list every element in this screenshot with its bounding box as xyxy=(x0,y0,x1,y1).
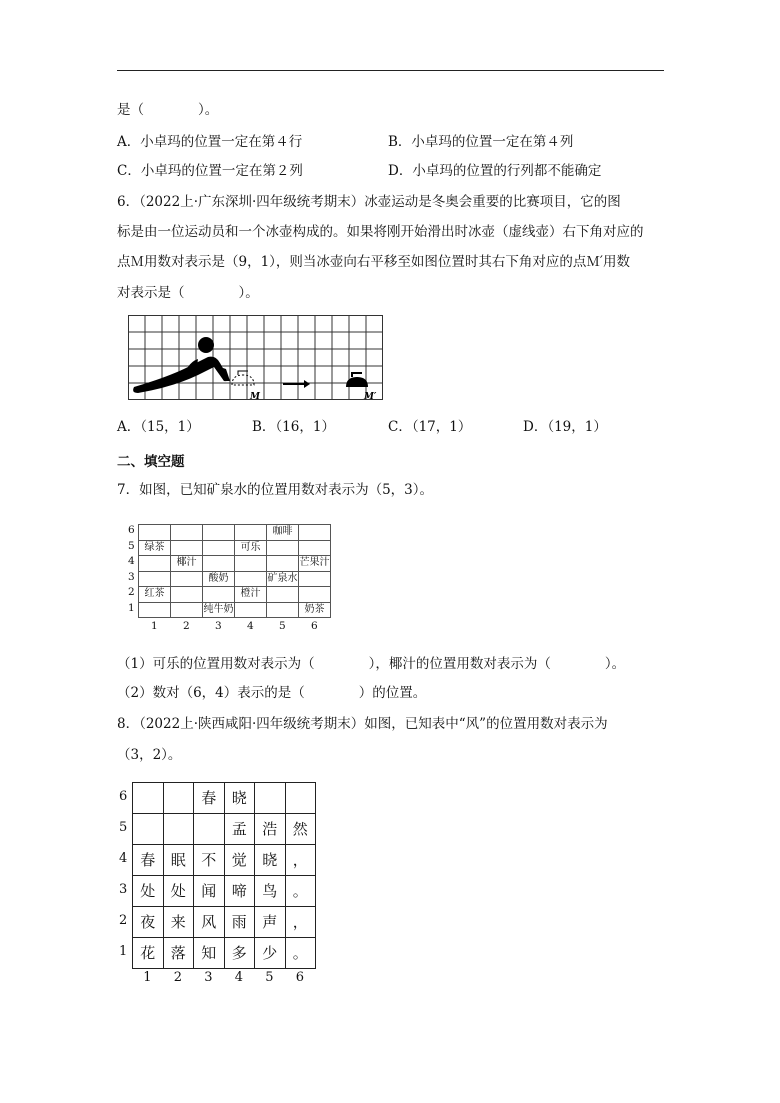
poem-cell: ， xyxy=(285,906,317,938)
drink-col-label: 5 xyxy=(279,620,286,632)
poem-cell: 春 xyxy=(193,782,225,814)
drink-cell: 橙汁 xyxy=(234,586,267,603)
drink-col-label: 2 xyxy=(183,620,190,632)
poem-cell: 春 xyxy=(132,844,164,876)
q8-line-1: 8．（2022上·陕西咸阳·四年级统考期末）如图，已知表中“风”的位置用数对表示为 xyxy=(117,716,608,732)
poem-col-label: 5 xyxy=(265,970,274,985)
poem-cell: 晓 xyxy=(224,782,256,814)
q6-option-a: A．（15，1） xyxy=(117,419,200,435)
poem-cell: ， xyxy=(285,844,317,876)
point-m-prime-label: M′ xyxy=(364,392,377,400)
drink-cell xyxy=(170,540,203,557)
poem-cell xyxy=(132,813,164,845)
poem-cell: 花 xyxy=(132,937,164,969)
poem-cell: 知 xyxy=(193,937,225,969)
poem-cell: 然 xyxy=(285,813,317,845)
drink-cell xyxy=(234,571,267,588)
drink-row-label: 4 xyxy=(128,555,135,567)
poem-col-label: 1 xyxy=(143,970,152,985)
drink-cell: 奶茶 xyxy=(298,602,331,619)
poem-cell: 。 xyxy=(285,875,317,907)
drink-cell: 纯牛奶 xyxy=(202,602,235,619)
drink-cell: 矿泉水 xyxy=(266,571,299,588)
poem-col-label: 6 xyxy=(295,970,305,985)
q6-line-2: 标是由一位运动员和一个冰壶构成的。如果将刚开始滑出时冰壶（虚线壶）右下角对应的 xyxy=(117,224,644,240)
poem-cell: 处 xyxy=(163,875,195,907)
drink-position-table xyxy=(118,522,342,634)
poem-row-label: 3 xyxy=(119,882,128,897)
drink-cell xyxy=(138,571,171,588)
top-rule xyxy=(117,70,664,71)
drink-cell: 椰汁 xyxy=(170,555,203,572)
q7-sub-2: （2）数对（6，4）表示的是（ ）的位置。 xyxy=(117,685,427,701)
drink-cell xyxy=(202,586,235,603)
poem-cell: 。 xyxy=(285,937,317,969)
q7-stem: 7．如图，已知矿泉水的位置用数对表示为（5，3）。 xyxy=(117,482,434,498)
drink-cell xyxy=(202,540,235,557)
drink-cell: 芒果汁 xyxy=(298,555,331,572)
drink-cell xyxy=(138,602,171,619)
drink-cell: 红茶 xyxy=(138,586,171,603)
poem-cell: 晓 xyxy=(254,844,286,876)
drink-cell xyxy=(298,524,331,541)
poem-cell: 觉 xyxy=(224,844,256,876)
q5-continuation: 是（ ）。 xyxy=(117,102,219,118)
poem-position-table xyxy=(116,782,322,988)
q5-option-d: D．小卓玛的位置的行列都不能确定 xyxy=(388,163,602,179)
drink-cell xyxy=(234,555,267,572)
drink-cell xyxy=(234,602,267,619)
poem-cell xyxy=(285,782,317,814)
poem-col-label: 4 xyxy=(234,970,244,985)
drink-cell xyxy=(138,555,171,572)
poem-cell xyxy=(193,813,225,845)
poem-cell: 来 xyxy=(163,906,195,938)
grid-lines xyxy=(128,315,383,400)
poem-cell: 啼 xyxy=(224,875,256,907)
drink-cell xyxy=(138,524,171,541)
poem-row-label: 1 xyxy=(119,944,128,959)
drink-cell xyxy=(170,602,203,619)
drink-col-label: 3 xyxy=(215,620,222,632)
drink-row-label: 2 xyxy=(128,586,135,598)
drink-cell xyxy=(298,571,331,588)
drink-cell xyxy=(234,524,267,541)
poem-row-label: 4 xyxy=(119,851,128,866)
q5-option-c: C．小卓玛的位置一定在第２列 xyxy=(117,163,303,179)
poem-cell: 声 xyxy=(254,906,286,938)
poem-cell xyxy=(254,782,286,814)
drink-cell xyxy=(170,586,203,603)
poem-cell: 夜 xyxy=(132,906,164,938)
poem-cell: 眠 xyxy=(163,844,195,876)
q6-option-b: B．（16，1） xyxy=(252,419,335,435)
poem-col-label: 2 xyxy=(173,970,183,985)
q8-line-2: （3，2）。 xyxy=(117,747,182,763)
drink-col-label: 4 xyxy=(247,620,254,632)
drink-col-label: 6 xyxy=(311,620,318,632)
q5-option-a: A．小卓玛的位置一定在第４行 xyxy=(117,134,303,150)
poem-cell: 多 xyxy=(224,937,256,969)
drink-cell xyxy=(266,586,299,603)
poem-cell: 浩 xyxy=(254,813,286,845)
drink-cell: 绿茶 xyxy=(138,540,171,557)
drink-cell: 可乐 xyxy=(234,540,267,557)
drink-row-label: 5 xyxy=(128,539,135,552)
point-m-label: M xyxy=(250,392,260,400)
arrow-right-icon xyxy=(283,380,310,388)
poem-cell xyxy=(163,782,195,814)
drink-row-label: 1 xyxy=(128,601,135,614)
poem-col-label: 3 xyxy=(204,970,213,985)
q6-line-4: 对表示是（ ）。 xyxy=(117,285,259,301)
drink-col-label: 1 xyxy=(151,620,158,632)
drink-row-label: 3 xyxy=(128,570,135,583)
poem-cell: 雨 xyxy=(224,906,256,938)
drink-cell: 咖啡 xyxy=(266,524,299,541)
poem-cell xyxy=(163,813,195,845)
drink-cell xyxy=(298,540,331,557)
poem-cell: 孟 xyxy=(224,813,256,845)
q5-option-b: B．小卓玛的位置一定在第４列 xyxy=(388,134,574,150)
athlete-icon xyxy=(133,337,230,393)
drink-cell: 酸奶 xyxy=(202,571,235,588)
drink-cell xyxy=(170,571,203,588)
q6-line-3: 点Ｍ用数对表示是（9，1），则当冰壶向右平移至如图位置时其右下角对应的点Ｍ′用数 xyxy=(117,254,630,270)
poem-row-label: 5 xyxy=(119,820,128,835)
poem-cell: 闻 xyxy=(193,875,225,907)
poem-row-label: 6 xyxy=(119,789,128,804)
q6-option-c: C．（17，1） xyxy=(388,419,472,435)
section-heading: 二、填空题 xyxy=(117,454,185,470)
drink-cell xyxy=(298,586,331,603)
poem-cell: 少 xyxy=(254,937,286,969)
poem-cell xyxy=(132,782,164,814)
q6-option-d: D．（19，1） xyxy=(523,419,607,435)
poem-cell: 落 xyxy=(163,937,195,969)
drink-cell xyxy=(266,555,299,572)
drink-cell xyxy=(170,524,203,541)
drink-cell xyxy=(266,602,299,619)
poem-cell: 鸟 xyxy=(254,875,286,907)
drink-cell xyxy=(202,555,235,572)
poem-cell: 不 xyxy=(193,844,225,876)
poem-row-label: 2 xyxy=(119,913,128,928)
drink-cell xyxy=(266,540,299,557)
curling-grid-figure xyxy=(128,315,383,400)
poem-cell: 风 xyxy=(193,906,225,938)
drink-cell xyxy=(202,524,235,541)
drink-row-label: 6 xyxy=(128,524,135,536)
q6-line-1: 6．（2022上·广东深圳·四年级统考期末）冰壶运动是冬奥会重要的比赛项目，它的图 xyxy=(117,194,621,210)
q7-sub-1: （1）可乐的位置用数对表示为（ ），椰汁的位置用数对表示为（ ）。 xyxy=(117,656,626,672)
poem-cell: 处 xyxy=(132,875,164,907)
